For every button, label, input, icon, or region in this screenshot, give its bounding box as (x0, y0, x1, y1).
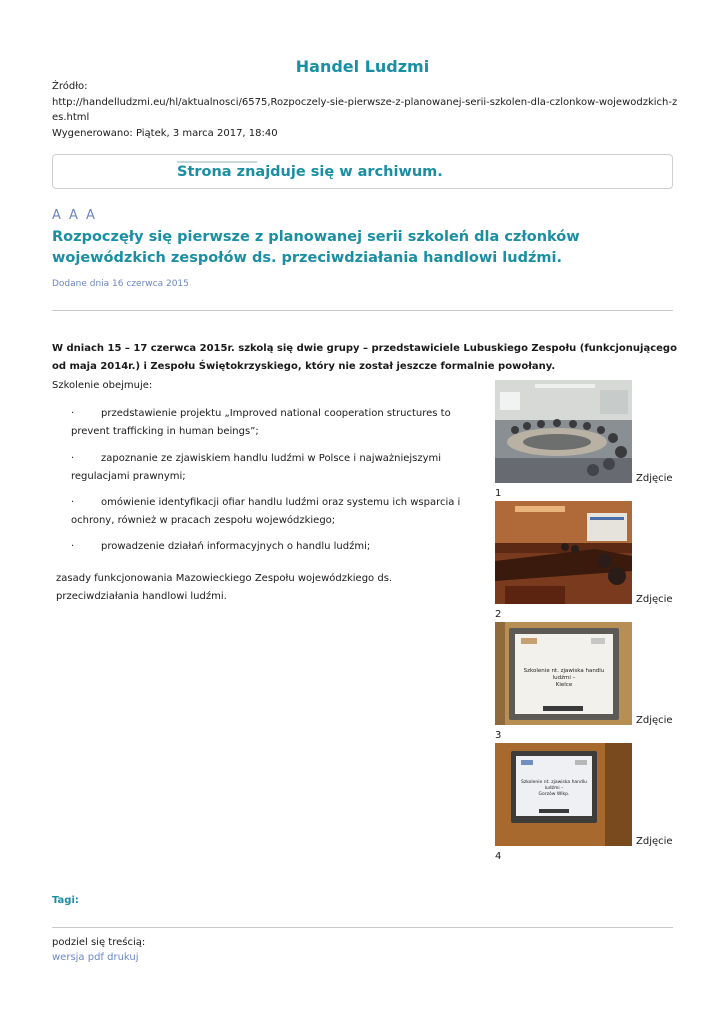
door-sign-photo[interactable] (495, 743, 632, 846)
pdf-print-link[interactable]: wersja pdf drukuj (52, 952, 139, 963)
list-item (71, 538, 491, 556)
list-item-text: omówienie identyfikacji ofiar handlu ludźmi oraz systemu ich wsparcia i ochrony, również w pracach zespołu wojewódzkiego; (71, 497, 461, 526)
door-sign-photo[interactable] (495, 622, 632, 725)
photo-caption-word: Zdjęcie (636, 836, 673, 847)
sign-text-line: Szkolenie nt. zjawiska handlu (521, 780, 587, 785)
site-title: Handel Ludzmi (295, 57, 430, 76)
list-item (71, 494, 491, 530)
sign-text-line: Kielce (555, 682, 573, 688)
archive-decor-bar (177, 161, 257, 163)
sign-text-line: ludźmi – (544, 786, 564, 791)
photo-caption-number: 3 (495, 730, 502, 741)
photo-caption-word: Zdjęcie (636, 473, 673, 484)
sign-text-line: ludźmi – (552, 675, 576, 681)
archive-notice: Strona znajduje się w archiwum. (177, 164, 443, 180)
list-item-text: prowadzenie działań informacyjnych o handlu ludźmi; (101, 541, 371, 552)
conference-room-photo[interactable] (495, 380, 632, 483)
article-title: Rozpoczęły się pierwsze z planowanej serii szkoleń dla członków wojewódzkich zespołów ds. przeciwdziałania handlowi ludźmi. (52, 229, 580, 266)
source-label: Źródło: (52, 81, 88, 92)
font-size-control[interactable]: A A A (52, 208, 97, 223)
share-label: podziel się treścią: (52, 937, 146, 948)
bullet-dot: · (71, 408, 75, 419)
source-url[interactable]: http://handelludzmi.eu/hl/aktualnosci/6575,Rozpoczely-sie-pierwsze-z-planowanej-serii-szkolen-dla-czlonkow-wojewodzkich-z (52, 96, 678, 108)
photo-caption-number: 1 (495, 488, 502, 499)
bullet-dot: · (71, 497, 75, 508)
article-closing: zasady funkcjonowania Mazowieckiego Zespołu wojewódzkiego ds. przeciwdziałania handlowi ludźmi. (56, 573, 393, 602)
list-item-text: przedstawienie projektu „Improved national cooperation structures to prevent trafficking in human beings”; (71, 408, 451, 437)
presentation-room-photo[interactable] (495, 501, 632, 604)
divider (52, 927, 673, 928)
bullet-dot: · (71, 453, 75, 464)
article-intro: Szkolenie obejmuje: (52, 380, 153, 391)
article-lead: W dniach 15 – 17 czerwca 2015r. szkolą się dwie grupy – przedstawiciele Lubuskiego Zespołu (funkcjonującego od maja 2014r.) i Zespołu Świętokrzyskiego, który nie został jeszcze formalnie powołany. (52, 343, 677, 372)
list-item-text: zapoznanie ze zjawiskiem handlu ludźmi w Polsce i najważniejszymi regulacjami prawnymi; (71, 453, 442, 482)
photo-caption-number: 4 (495, 851, 502, 862)
photo-caption-word: Zdjęcie (636, 715, 673, 726)
generated-date: Wygenerowano: Piątek, 3 marca 2017, 18:40 (52, 127, 278, 139)
bullet-dot: · (71, 541, 75, 552)
photo-caption-number: 2 (495, 609, 502, 620)
source-meta (52, 79, 677, 141)
list-item (71, 405, 491, 441)
archive-notice-box (52, 154, 673, 189)
sign-text-line: Szkolenie nt. zjawiska handlu (523, 668, 605, 674)
sign-text-line: Gorzów Wlkp. (538, 792, 570, 797)
added-date: Dodane dnia 16 czerwca 2015 (52, 279, 189, 289)
list-item (71, 450, 491, 486)
tags-label: Tagi: (52, 895, 79, 906)
source-url-continued[interactable]: es.html (52, 112, 90, 123)
photo-caption-word: Zdjęcie (636, 594, 673, 605)
divider (52, 310, 673, 311)
